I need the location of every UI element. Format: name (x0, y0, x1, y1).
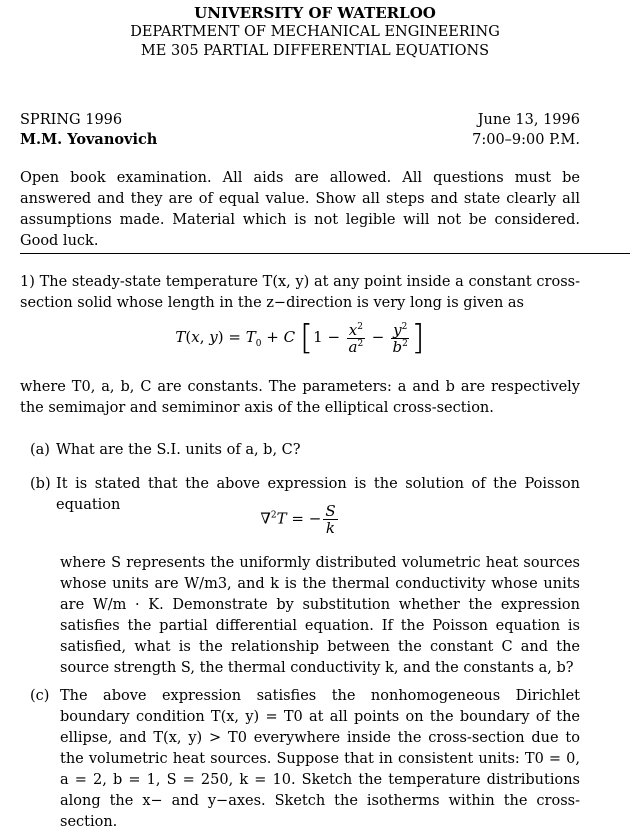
question-b-intro: It is stated that the above expression is the solution of the Poisson equation (56, 476, 580, 513)
university-name: UNIVERSITY OF WATERLOO (194, 4, 436, 22)
instructor: M.M. Yovanovich (20, 131, 158, 148)
exam-meta (20, 110, 580, 150)
question-a-label: (a) (30, 442, 50, 458)
question-b-text: where S represents the uniformly distributed volumetric heat sources whose units are W/m3, and k is the thermal conductivity whose units are W/m · K. Demonstrate by substitution whether the expression satisfies the partial differential equation. If the Poisson equation is satisfied, what is the relationship between the constant C and the source strength S, the thermal conductivity k, and the constants a, b? (60, 555, 580, 676)
exam-date: June 13, 1996 (477, 112, 580, 128)
term: SPRING 1996 (20, 112, 123, 128)
exam-header (0, 4, 630, 61)
question-b-body (30, 553, 580, 679)
department-name: DEPARTMENT OF MECHANICAL ENGINEERING (130, 24, 500, 40)
course-name: ME 305 PARTIAL DIFFERENTIAL EQUATIONS (140, 43, 490, 59)
question-c-text: The above expression satisfies the nonhomogeneous Dirichlet boundary condition T(x, y) = T0 at all points on the boundary of the ellipse, and T(x, y) > T0 everywhere inside the cross-section due to the volumetric heat sources. Suppose that in consistent units: T0 = 0, a = 2, b = 1, S = 250, k = 10. Sketch the temperature distributions along the x− and y−axes. Sketch the isotherms within the cross-section. (60, 688, 580, 830)
exam-time: 7:00–9:00 P.M. (472, 132, 580, 148)
q1-intro: 1) The steady-state temperature T(x, y) at any point inside a constant cross-section solid whose length in the z−direction is very long is given as (20, 274, 580, 311)
instructions: Open book examination. All aids are allowed. All questions must be answered and they are of equal value. Show all steps and state clearly all assumptions made. Material which is not legible will not be considered. Good luck. (20, 170, 580, 249)
question-b-label: (b) (30, 476, 51, 492)
question-c (30, 686, 580, 833)
question-c-label: (c) (30, 688, 50, 704)
q1-after-equation: where T0, a, b, C are constants. The parameters: a and b are respectively the semimajor and semiminor axis of the elliptical cross-section. (20, 379, 580, 416)
poisson-equation: ∇$^2$T = − $\frac{S}{k}$ (260, 502, 336, 537)
temperature-equation: T(x, $y) = T_0 + C$ [1 − $\frac{x^2}{a^2}$ − $\frac{y^2}{b^2}$ ] (175, 318, 425, 358)
question-a-text: What are the S.I. units of a, b, C? (56, 442, 301, 458)
question-a (30, 440, 580, 461)
divider (20, 253, 630, 254)
